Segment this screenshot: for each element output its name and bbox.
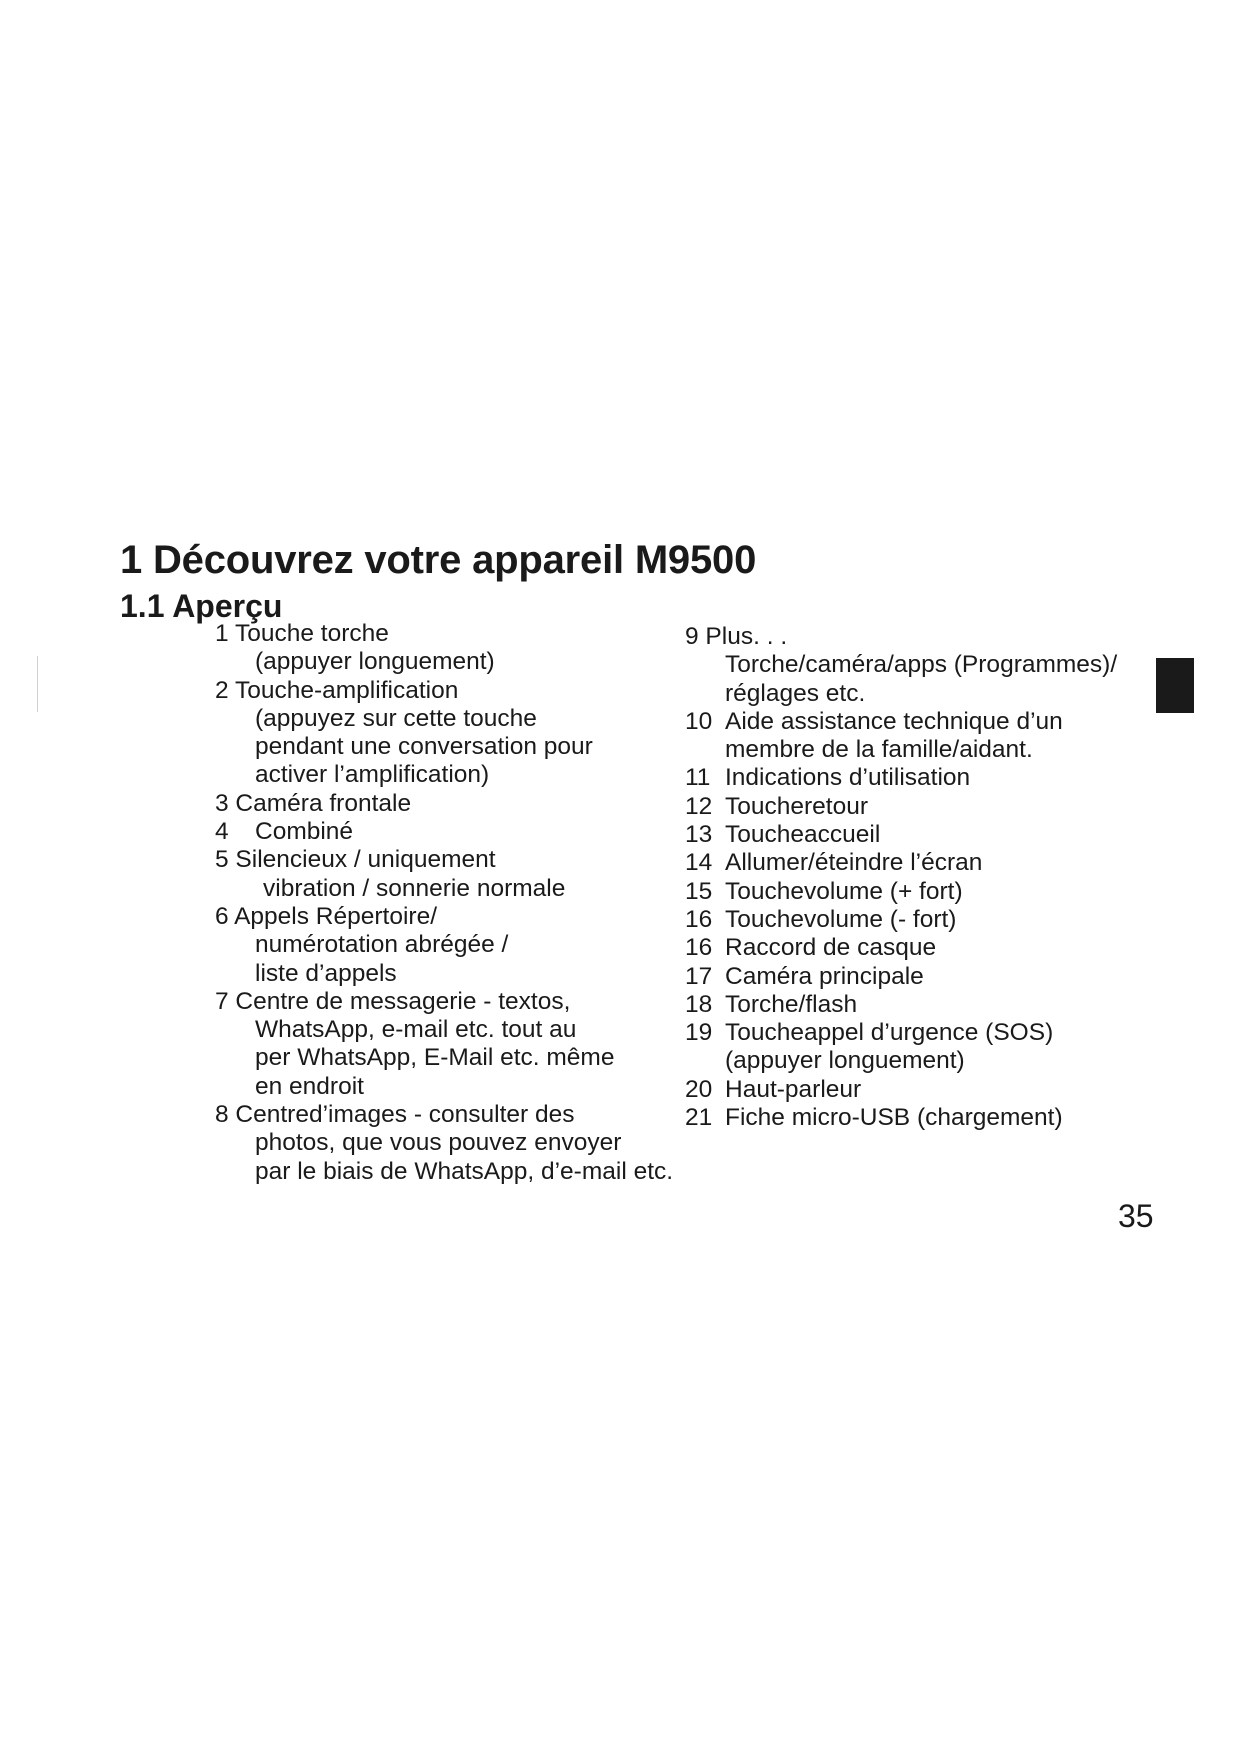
page-number: 35	[1118, 1198, 1154, 1234]
list-line	[685, 1076, 1117, 1104]
item-text: numérotation abrégée /	[255, 931, 509, 959]
item-text: Haut-parleur	[725, 1075, 862, 1103]
item-number: 12	[685, 792, 713, 820]
list-line	[215, 648, 673, 676]
list-line	[685, 1104, 1117, 1132]
item-text: 9 Plus. . .	[685, 623, 788, 650]
item-text: activer l’amplification)	[255, 761, 490, 789]
item-text: 1 Touche torche	[215, 620, 389, 647]
list-line	[685, 934, 1117, 962]
item-text: 5 Silencieux / uniquement	[215, 846, 496, 874]
item-text: pendant une conversation pour	[255, 733, 593, 761]
item-text: Aide assistance technique d’un	[725, 707, 1063, 735]
list-line	[215, 790, 673, 818]
item-number: 19	[685, 1019, 713, 1047]
list-line	[215, 677, 673, 705]
list-line	[215, 1016, 673, 1044]
item-text: 7 Centre de messagerie - textos,	[215, 987, 571, 1015]
list-line	[215, 761, 673, 789]
list-line	[685, 1047, 1117, 1075]
item-text: Caméra principale	[725, 962, 924, 990]
item-text: Touchevolume (+ fort)	[725, 877, 963, 905]
item-text: WhatsApp, e-mail etc. tout au	[255, 1016, 577, 1044]
chapter-tab-marker	[1156, 658, 1194, 713]
list-line	[215, 1129, 673, 1157]
item-number: 11	[685, 764, 711, 792]
list-line	[215, 903, 673, 931]
item-text: réglages etc.	[725, 679, 866, 707]
item-number: 16	[685, 905, 713, 933]
item-text: 6 Appels Répertoire/	[215, 902, 437, 930]
item-text: Combiné	[255, 818, 354, 846]
item-text: Allumer/éteindre l’écran	[725, 849, 983, 877]
list-line	[215, 705, 673, 733]
margin-rule	[37, 656, 38, 712]
list-line	[685, 963, 1117, 991]
item-text: en endroit	[255, 1072, 364, 1100]
list-line	[215, 818, 673, 846]
list-line	[685, 821, 1117, 849]
list-line	[685, 793, 1117, 821]
list-line	[215, 620, 673, 648]
list-line	[215, 1073, 673, 1101]
item-text: membre de la famille/aidant.	[725, 736, 1033, 764]
item-text: 8 Centred’images - consulter des	[215, 1101, 575, 1129]
item-text: (appuyer longuement)	[725, 1047, 965, 1075]
list-line	[685, 764, 1117, 792]
item-text: par le biais de WhatsApp, d’e-mail etc.	[255, 1157, 674, 1185]
list-line	[215, 733, 673, 761]
item-number: 16	[685, 934, 713, 962]
overview-list-right	[685, 623, 1117, 1132]
item-number: 13	[685, 821, 713, 849]
list-line	[215, 846, 673, 874]
list-line	[685, 878, 1117, 906]
list-line	[215, 960, 673, 988]
item-text: Touchevolume (- fort)	[725, 905, 957, 933]
item-text: liste d’appels	[255, 959, 397, 987]
item-number: 15	[685, 877, 713, 905]
list-line	[685, 623, 1117, 651]
item-text: Toucheretour	[725, 792, 869, 820]
item-text: (appuyez sur cette touche	[255, 704, 537, 732]
list-line	[685, 708, 1117, 736]
item-text: Torche/flash	[725, 990, 858, 1018]
item-number: 4	[215, 818, 229, 846]
list-line	[215, 988, 673, 1016]
item-number: 10	[685, 707, 713, 735]
item-number: 21	[685, 1104, 713, 1132]
list-line	[215, 1044, 673, 1072]
section-title: 1.1 Aperçu	[120, 588, 283, 624]
item-number: 20	[685, 1075, 713, 1103]
item-text: Toucheappel d’urgence (SOS)	[725, 1019, 1054, 1047]
item-text: Indications d’utilisation	[725, 764, 971, 792]
list-line	[215, 1158, 673, 1186]
list-line	[215, 931, 673, 959]
item-number: 17	[685, 962, 713, 990]
item-text: vibration / sonnerie normale	[263, 874, 566, 902]
item-text: (appuyer longuement)	[255, 648, 495, 676]
item-number: 14	[685, 849, 713, 877]
list-line	[685, 849, 1117, 877]
item-text: Torche/caméra/apps (Programmes)/	[725, 651, 1118, 679]
item-text: 3 Caméra frontale	[215, 789, 412, 817]
item-text: Fiche micro-USB (chargement)	[725, 1104, 1063, 1132]
chapter-title: 1 Découvrez votre appareil M9500	[120, 538, 757, 582]
list-line	[215, 875, 673, 903]
list-line	[685, 651, 1117, 679]
item-number: 18	[685, 990, 713, 1018]
list-line	[215, 1101, 673, 1129]
item-text: 2 Touche-amplification	[215, 676, 459, 704]
list-line	[685, 906, 1117, 934]
item-text: Raccord de casque	[725, 934, 937, 962]
overview-list-left	[215, 620, 673, 1186]
list-line	[685, 680, 1117, 708]
list-line	[685, 1019, 1117, 1047]
list-line	[685, 736, 1117, 764]
item-text: per WhatsApp, E-Mail etc. même	[255, 1044, 615, 1072]
item-text: photos, que vous pouvez envoyer	[255, 1129, 622, 1157]
item-text: Toucheaccueil	[725, 821, 881, 849]
list-line	[685, 991, 1117, 1019]
